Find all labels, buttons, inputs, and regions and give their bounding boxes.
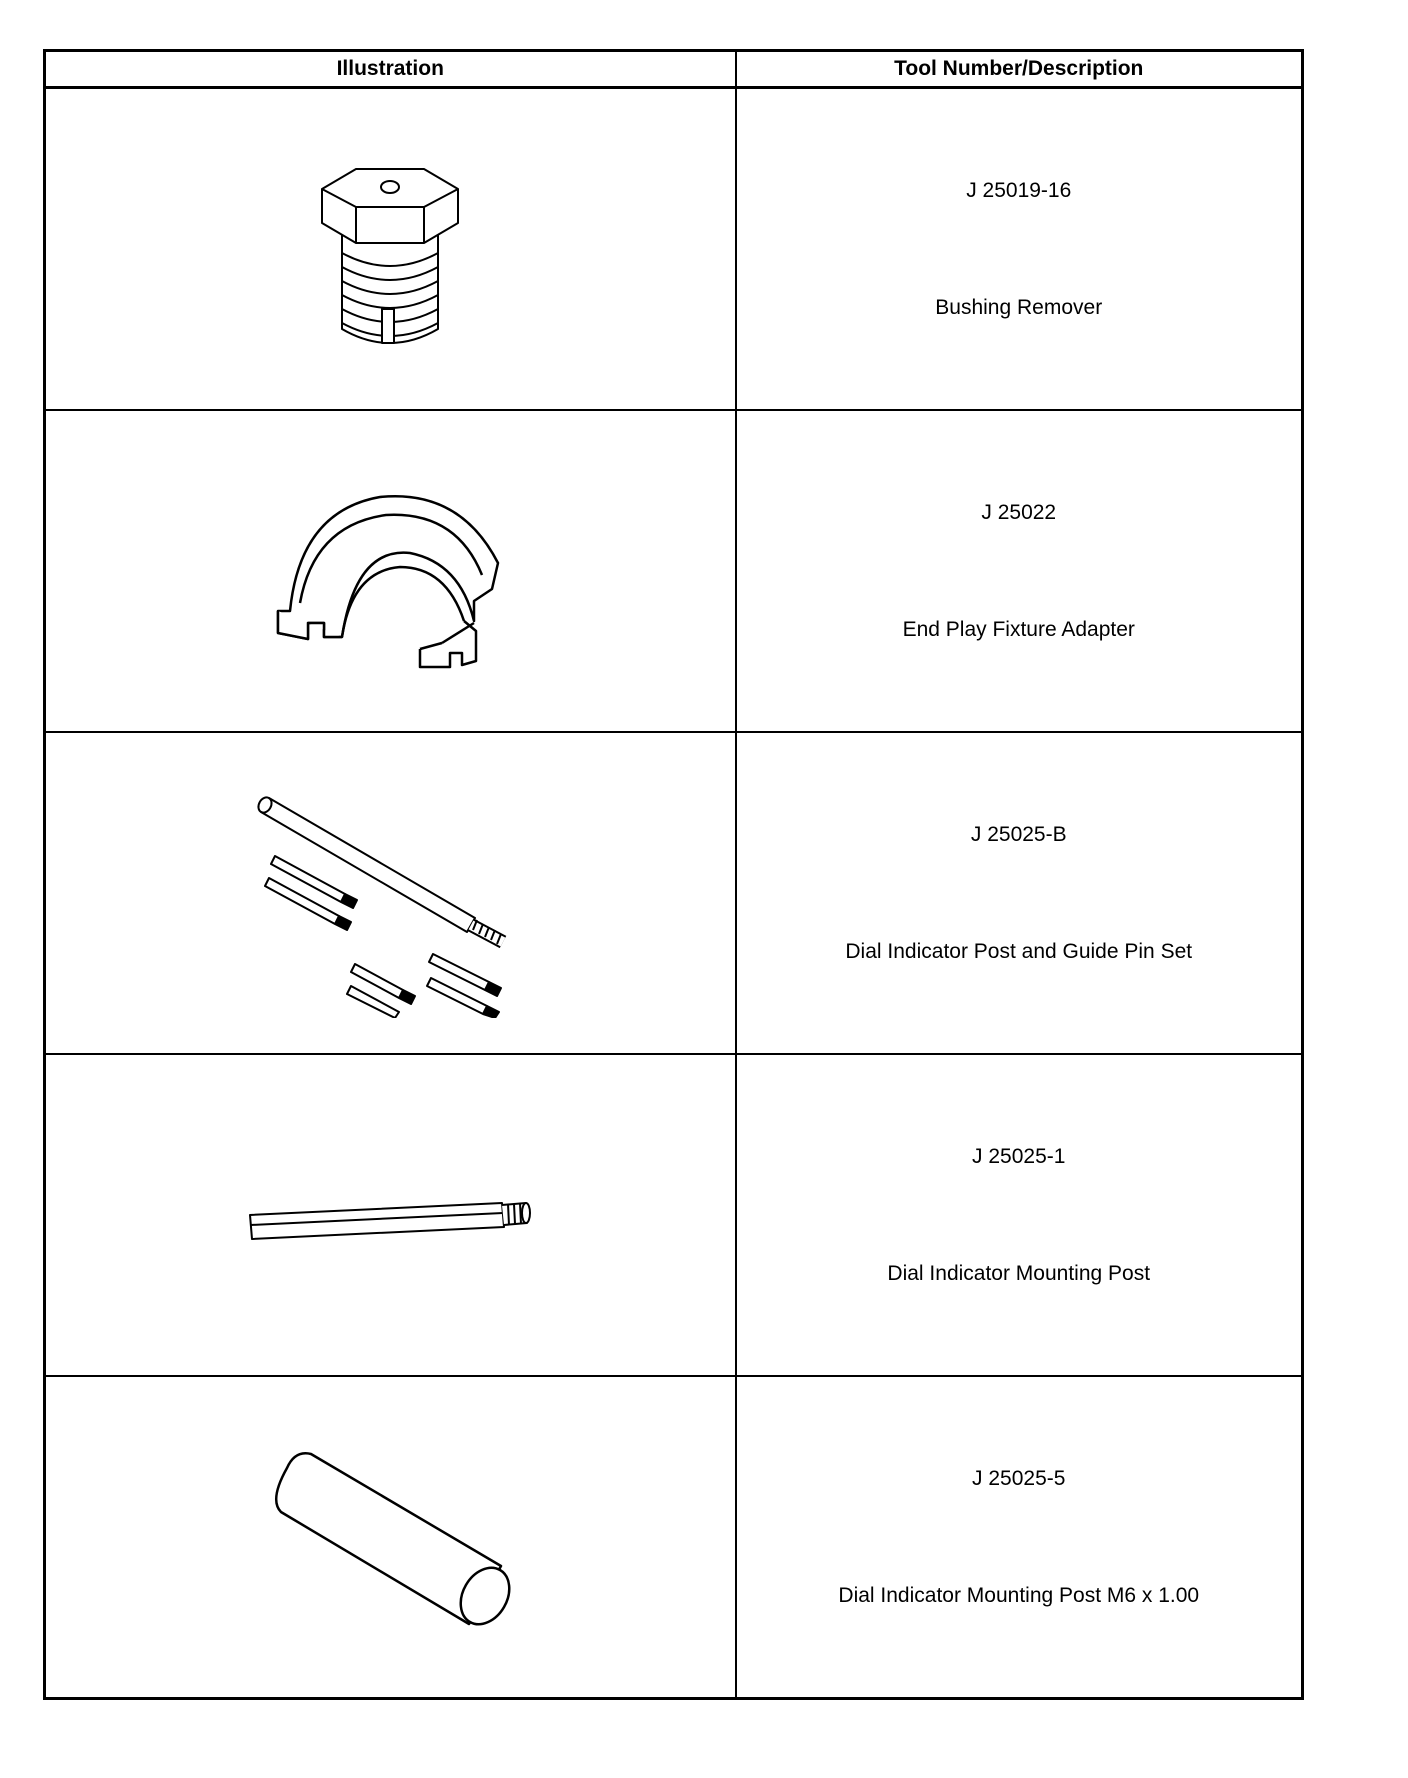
- table-row: [45, 410, 1303, 732]
- tool-description: Dial Indicator Mounting Post M6 x 1.00: [838, 1583, 1200, 1607]
- mounting-post-m6-icon: [265, 1442, 515, 1632]
- table-row: [45, 1054, 1303, 1376]
- post-and-guide-pin-set-icon: [245, 768, 535, 1018]
- tool-number: J 25025-1: [972, 1144, 1066, 1168]
- description-cell: [736, 1054, 1303, 1376]
- tool-description: Bushing Remover: [935, 295, 1103, 319]
- tool-number: J 25025-B: [970, 822, 1067, 846]
- tool-description: End Play Fixture Adapter: [902, 617, 1135, 641]
- header-illustration: Illustration: [45, 51, 736, 88]
- description-cell: [736, 410, 1303, 732]
- header-tool-number-description: Tool Number/Description: [736, 51, 1303, 88]
- tool-description: Dial Indicator Post and Guide Pin Set: [845, 939, 1193, 963]
- tool-number: J 25022: [981, 500, 1057, 524]
- illustration-cell: [45, 88, 736, 411]
- tool-description: Dial Indicator Mounting Post: [887, 1261, 1151, 1285]
- illustration-cell: [45, 1376, 736, 1699]
- tool-number: J 25025-5: [972, 1466, 1066, 1490]
- illustration-cell: [45, 732, 736, 1054]
- bushing-remover-icon: [290, 129, 490, 369]
- mounting-post-icon: [240, 1175, 540, 1255]
- description-cell: [736, 88, 1303, 411]
- table-header-row: [45, 51, 1303, 88]
- tool-number: J 25019-16: [966, 178, 1072, 202]
- illustration-cell: [45, 1054, 736, 1376]
- description-cell: [736, 1376, 1303, 1699]
- table-row: [45, 88, 1303, 411]
- description-cell: [736, 732, 1303, 1054]
- special-tools-table: [43, 49, 1304, 1700]
- table-row: [45, 732, 1303, 1054]
- table-row: [45, 1376, 1303, 1699]
- illustration-cell: [45, 410, 736, 732]
- end-play-fixture-adapter-icon: [260, 471, 520, 671]
